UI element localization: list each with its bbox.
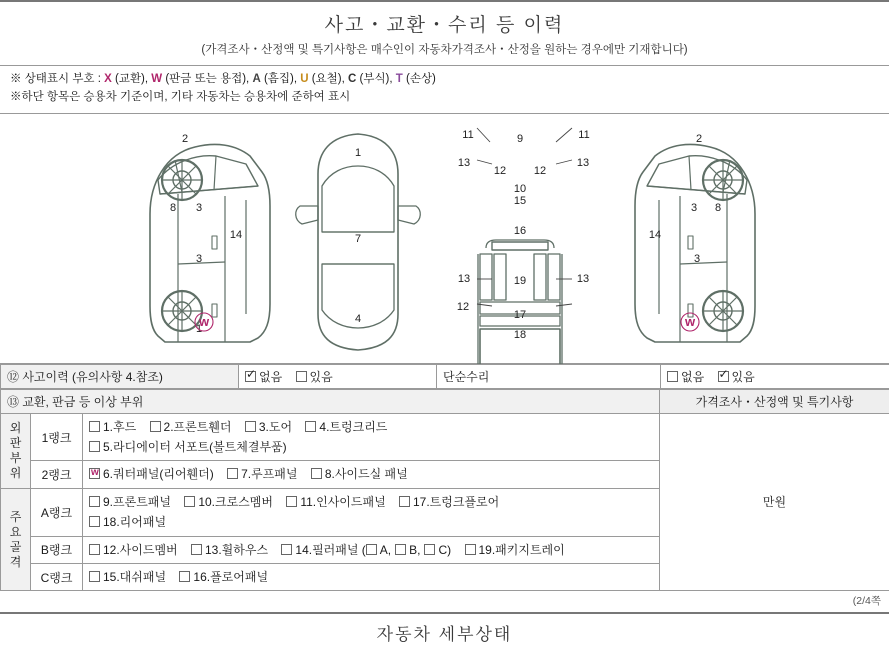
page-title: 사고・교환・수리 등 이력 bbox=[0, 10, 889, 37]
svg-text:7: 7 bbox=[355, 233, 361, 245]
simple-none-label: 없음 bbox=[681, 370, 704, 384]
item-14-suffix: ) bbox=[447, 543, 451, 557]
code-w-symbol: W bbox=[151, 73, 162, 85]
svg-text:13: 13 bbox=[458, 157, 470, 169]
item-14-sub-a-checkbox[interactable] bbox=[366, 544, 377, 555]
exchange-areas-table bbox=[0, 389, 889, 592]
code-x-text: (교환), bbox=[112, 73, 151, 85]
item-15-dash-panel[interactable] bbox=[89, 567, 166, 587]
svg-text:14: 14 bbox=[230, 229, 242, 241]
legend-prefix: ※ 상태표시 부호 : bbox=[10, 73, 104, 85]
svg-text:11: 11 bbox=[578, 129, 589, 141]
item-1-label: 1.후드 bbox=[103, 420, 136, 434]
accident-history-table bbox=[0, 364, 889, 389]
rankB-items-cell bbox=[83, 536, 660, 563]
page-number: (2/4쪽 bbox=[0, 591, 889, 608]
item-3-label: 3.도어 bbox=[259, 420, 292, 434]
svg-text:14: 14 bbox=[649, 229, 661, 241]
item-16-floor-panel[interactable] bbox=[179, 567, 268, 587]
rankC-items-cell bbox=[83, 563, 660, 590]
svg-text:3: 3 bbox=[691, 202, 697, 214]
item-19-label: 19.패키지트레이 bbox=[479, 543, 565, 557]
code-t-symbol: T bbox=[396, 73, 403, 85]
item-12-checkbox[interactable] bbox=[89, 544, 100, 555]
item-6-quarter-panel[interactable] bbox=[89, 464, 214, 484]
accident-none-checkbox[interactable] bbox=[245, 371, 256, 382]
item-18-checkbox[interactable] bbox=[89, 516, 100, 527]
item-14-sub-c-label: C bbox=[438, 543, 447, 557]
code-a-text: (흠집), bbox=[261, 73, 300, 85]
item-13-wheel-house[interactable] bbox=[191, 540, 268, 560]
svg-text:13: 13 bbox=[458, 273, 470, 285]
code-c-text: (부식), bbox=[356, 73, 395, 85]
svg-text:8: 8 bbox=[170, 202, 176, 214]
accident-options-cell bbox=[239, 364, 437, 388]
svg-text:3: 3 bbox=[694, 253, 700, 265]
vehicle-diagram bbox=[0, 114, 889, 364]
svg-text:3: 3 bbox=[196, 202, 202, 214]
simple-repair-options-cell bbox=[661, 364, 889, 388]
rank2-items-cell bbox=[83, 461, 660, 488]
diagram-left-side-view bbox=[150, 144, 270, 342]
item-11-label: 11.인사이드패널 bbox=[300, 495, 385, 509]
item-19-package-tray[interactable] bbox=[465, 540, 565, 560]
simple-yes-checkbox[interactable] bbox=[718, 371, 729, 382]
item-8-checkbox[interactable] bbox=[311, 468, 322, 479]
page-subtitle: (가격조사・산정액 및 특기사항은 매수인이 자동차가격조사・산정을 원하는 경우에만 기재합니다) bbox=[0, 41, 889, 57]
svg-text:16: 16 bbox=[514, 225, 526, 237]
item-4-label: 4.트렁크리드 bbox=[319, 420, 387, 434]
price-note-header: 가격조사・산정액 및 특기사항 bbox=[660, 389, 889, 413]
document-header bbox=[0, 0, 889, 66]
accident-yes-label: 있음 bbox=[310, 370, 333, 384]
legend-line-2: ※하단 항목은 승용차 기준이며, 기타 자동차는 승용차에 준하여 표시 bbox=[10, 89, 881, 107]
item-1-hood[interactable] bbox=[89, 417, 136, 437]
rank-label-1: 1랭크 bbox=[31, 413, 83, 461]
item-14-sub-a-label: A, bbox=[380, 543, 391, 557]
item-5-checkbox[interactable] bbox=[89, 441, 100, 452]
item-12-side-member[interactable] bbox=[89, 540, 178, 560]
simple-none-checkbox[interactable] bbox=[667, 371, 678, 382]
item-11-inside-panel[interactable] bbox=[286, 492, 385, 512]
code-w-text: (판금 또는 용접), bbox=[162, 73, 252, 85]
item-10-checkbox[interactable] bbox=[184, 496, 195, 507]
item-5-radiator-support[interactable] bbox=[89, 437, 287, 457]
code-t-text: (손상) bbox=[403, 73, 436, 85]
item-15-checkbox[interactable] bbox=[89, 571, 100, 582]
item-16-label: 16.플로어패널 bbox=[193, 570, 268, 584]
item-14-label: 14.필러패널 ( bbox=[295, 543, 365, 557]
svg-text:8: 8 bbox=[715, 202, 721, 214]
diagram-right-side-view bbox=[635, 144, 755, 342]
item-9-front-panel[interactable] bbox=[89, 492, 171, 512]
legend-notes bbox=[0, 66, 889, 114]
svg-text:18: 18 bbox=[514, 329, 526, 341]
rank1-items-cell bbox=[83, 413, 660, 461]
item-8-side-sill-panel[interactable] bbox=[311, 464, 408, 484]
accident-none-option[interactable] bbox=[245, 368, 282, 385]
svg-text:17: 17 bbox=[514, 309, 526, 321]
item-13-checkbox[interactable] bbox=[191, 544, 202, 555]
item-7-checkbox[interactable] bbox=[227, 468, 238, 479]
accident-yes-checkbox[interactable] bbox=[296, 371, 307, 382]
exchange-row-label: ⑬ 교환, 판금 등 이상 부위 bbox=[1, 389, 660, 413]
svg-text:13: 13 bbox=[577, 157, 589, 169]
simple-yes-option[interactable] bbox=[718, 368, 755, 385]
item-13-label: 13.휠하우스 bbox=[205, 543, 268, 557]
rankB-line-1 bbox=[89, 540, 653, 560]
svg-text:3: 3 bbox=[196, 253, 202, 265]
item-8-label: 8.사이드실 패널 bbox=[325, 467, 408, 481]
code-a-symbol: A bbox=[252, 73, 260, 85]
rank-label-B: B랭크 bbox=[31, 536, 83, 563]
code-u-symbol: U bbox=[300, 73, 308, 85]
simple-repair-label-cell: 단순수리 bbox=[437, 364, 661, 388]
svg-text:2: 2 bbox=[696, 133, 702, 145]
svg-text:1: 1 bbox=[355, 147, 361, 159]
rank1-line-2 bbox=[89, 437, 653, 457]
damage-mark-left: w bbox=[198, 314, 210, 329]
svg-text:12: 12 bbox=[494, 165, 506, 177]
item-10-cross-member[interactable] bbox=[184, 492, 273, 512]
item-11-checkbox[interactable] bbox=[286, 496, 297, 507]
damage-mark-right: w bbox=[684, 314, 696, 329]
accident-row-label: ⑫ 사고이력 (유의사항 4.참조) bbox=[1, 364, 239, 388]
item-12-label: 12.사이드멤버 bbox=[103, 543, 178, 557]
item-17-trunk-floor[interactable] bbox=[399, 492, 499, 512]
item-2-front-fender[interactable] bbox=[150, 417, 232, 437]
svg-text:1: 1 bbox=[196, 323, 202, 335]
svg-text:10: 10 bbox=[514, 183, 526, 195]
item-14-checkbox[interactable] bbox=[281, 544, 292, 555]
svg-text:12: 12 bbox=[534, 165, 546, 177]
item-10-label: 10.크로스멤버 bbox=[198, 495, 273, 509]
item-4-trunk-lid[interactable] bbox=[305, 417, 387, 437]
diagram-frame-view bbox=[478, 240, 562, 364]
table-row-accident bbox=[1, 364, 889, 388]
svg-text:12: 12 bbox=[457, 301, 469, 313]
svg-text:2: 2 bbox=[182, 133, 188, 145]
item-1-checkbox[interactable] bbox=[89, 421, 100, 432]
item-6-label: 6.쿼터패널(리어휀더) bbox=[103, 467, 214, 481]
item-17-checkbox[interactable] bbox=[399, 496, 410, 507]
group-label-frame: 주요 골격 bbox=[1, 488, 31, 591]
item-16-checkbox[interactable] bbox=[179, 571, 190, 582]
rank2-line-1 bbox=[89, 464, 653, 484]
item-7-label: 7.루프패널 bbox=[241, 467, 297, 481]
rankA-items-cell bbox=[83, 488, 660, 536]
rankA-line-1 bbox=[89, 492, 653, 512]
accident-none-label: 없음 bbox=[259, 370, 282, 384]
code-u-text: (요철), bbox=[309, 73, 348, 85]
rank-label-A: A랭크 bbox=[31, 488, 83, 536]
svg-text:9: 9 bbox=[517, 133, 523, 145]
code-x-symbol: X bbox=[104, 73, 112, 85]
item-14-pillar-panel[interactable] bbox=[281, 540, 451, 560]
svg-text:15: 15 bbox=[514, 195, 526, 207]
item-19-checkbox[interactable] bbox=[465, 544, 476, 555]
group-label-outer: 외판 부위 bbox=[1, 413, 31, 488]
svg-text:4: 4 bbox=[355, 313, 361, 325]
code-c-symbol: C bbox=[348, 73, 356, 85]
svg-text:13: 13 bbox=[577, 273, 589, 285]
item-2-label: 2.프론트휀더 bbox=[164, 420, 232, 434]
rankC-line-1 bbox=[89, 567, 653, 587]
rank-label-2: 2랭크 bbox=[31, 461, 83, 488]
svg-text:19: 19 bbox=[514, 275, 526, 287]
item-14-sub-b-checkbox[interactable] bbox=[395, 544, 406, 555]
svg-text:11: 11 bbox=[462, 129, 473, 141]
item-18-label: 18.리어패널 bbox=[103, 515, 166, 529]
item-3-door[interactable] bbox=[245, 417, 292, 437]
item-7-roof-panel[interactable] bbox=[227, 464, 297, 484]
accident-yes-option[interactable] bbox=[296, 368, 333, 385]
item-5-label: 5.라디에이터 서포트(볼트체결부품) bbox=[103, 440, 287, 454]
item-14-sub-c-checkbox[interactable] bbox=[424, 544, 435, 555]
rankA-line-2 bbox=[89, 512, 653, 532]
item-9-checkbox[interactable] bbox=[89, 496, 100, 507]
item-4-checkbox[interactable] bbox=[305, 421, 316, 432]
item-2-checkbox[interactable] bbox=[150, 421, 161, 432]
item-17-label: 17.트렁크플로어 bbox=[413, 495, 499, 509]
item-15-label: 15.대쉬패널 bbox=[103, 570, 166, 584]
table-row-outer-rank1 bbox=[1, 413, 889, 461]
item-6-checkbox[interactable] bbox=[89, 468, 100, 479]
simple-yes-label: 있음 bbox=[732, 370, 755, 384]
price-note-cell[interactable]: 만원 bbox=[660, 413, 889, 591]
table-row-exchange-header bbox=[1, 389, 889, 413]
rank-label-C: C랭크 bbox=[31, 563, 83, 590]
item-14-sub-b-label: B, bbox=[409, 543, 420, 557]
simple-none-option[interactable] bbox=[667, 368, 704, 385]
item-3-checkbox[interactable] bbox=[245, 421, 256, 432]
legend-line-1 bbox=[10, 71, 881, 89]
footer-title: 자동차 세부상태 bbox=[0, 614, 889, 645]
rank1-line-1 bbox=[89, 417, 653, 437]
item-18-rear-panel[interactable] bbox=[89, 512, 166, 532]
item-9-label: 9.프론트패널 bbox=[103, 495, 171, 509]
